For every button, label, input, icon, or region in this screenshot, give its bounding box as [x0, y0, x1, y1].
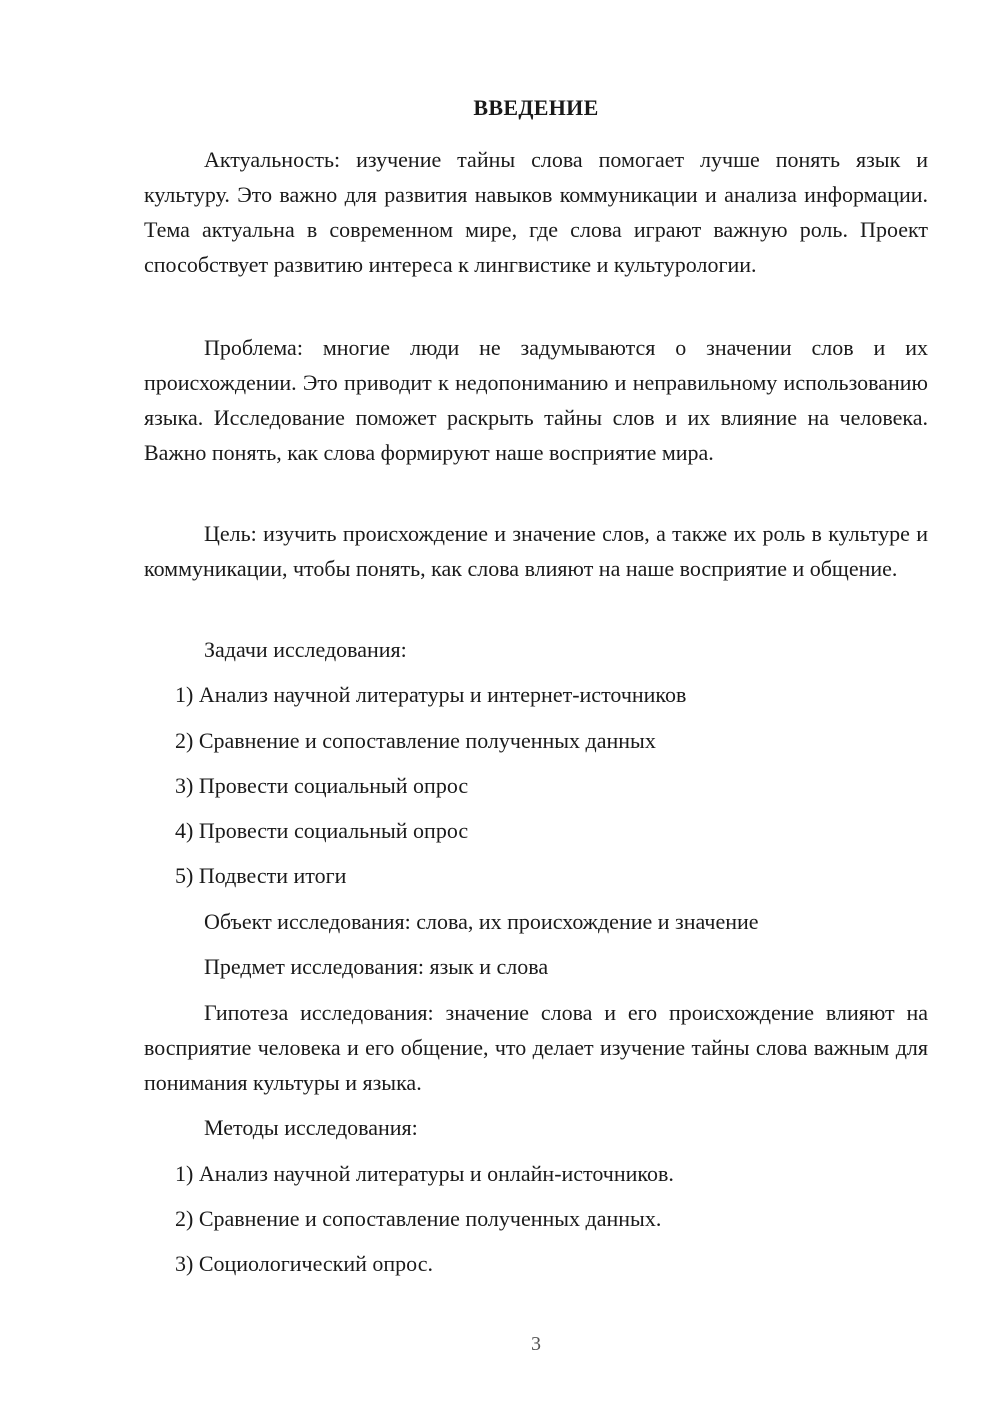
hypothesis-paragraph: [144, 995, 928, 1100]
task-item-text: 4) Провести социальный опрос: [175, 818, 469, 843]
method-item: [144, 1201, 928, 1236]
method-item-text: 1) Анализ научной литературы и онлайн-источников.: [175, 1161, 674, 1186]
tasks-section: [144, 632, 928, 667]
method-item-text: 2) Сравнение и сопоставление полученных данных.: [175, 1206, 662, 1231]
method-item: [144, 1246, 928, 1281]
method-item: [144, 1156, 928, 1191]
task-item: [144, 723, 928, 758]
task-item-text: 3) Провести социальный опрос: [175, 773, 469, 798]
hypothesis-text: Гипотеза исследования: значение слова и его происхождение влияют на восприятие человека и его общение, что делает изучение тайны слова важным для понимания культуры и языка.: [144, 1000, 928, 1095]
problem-text: Проблема: многие люди не задумываются о значении слов и их происхождении. Это приводит к недопониманию и неправильному использованию языка. Исследование поможет раскрыть тайны слов и их влияние на человека. Важно понять, как слова формируют наше восприятие мира.: [144, 335, 928, 465]
methods-section: [144, 1110, 928, 1145]
task-item-text: 1) Анализ научной литературы и интернет-источников: [175, 682, 687, 707]
task-item: [144, 677, 928, 712]
goal-paragraph: [144, 516, 928, 586]
relevance-text: Актуальность: изучение тайны слова помогает лучше понять язык и культуру. Это важно для развития навыков коммуникации и анализа информации. Тема актуальна в современном мире, где слова играют важную роль. Проект способствует развитию интереса к лингвистике и культурологии.: [144, 147, 928, 277]
problem-paragraph: [144, 330, 928, 470]
object-text: Объект исследования: слова, их происхождение и значение: [204, 909, 759, 934]
goal-text: Цель: изучить происхождение и значение слов, а также их роль в культуре и коммуникации, чтобы понять, как слова влияют на наше восприятие и общение.: [144, 521, 928, 581]
task-item-text: 2) Сравнение и сопоставление полученных данных: [175, 728, 656, 753]
page-heading: ВВЕДЕНИЕ: [473, 95, 599, 120]
task-item: [144, 813, 928, 848]
page-number: 3: [531, 1333, 541, 1355]
task-item-text: 5) Подвести итоги: [175, 863, 347, 888]
relevance-paragraph: [144, 142, 928, 282]
object-line: [144, 904, 928, 939]
method-item-text: 3) Социологический опрос.: [175, 1251, 433, 1276]
subject-line: [144, 949, 928, 984]
tasks-title: Задачи исследования:: [204, 637, 407, 662]
subject-text: Предмет исследования: язык и слова: [204, 954, 549, 979]
task-item: [144, 858, 928, 893]
task-item: [144, 768, 928, 803]
methods-title: Методы исследования:: [204, 1115, 418, 1140]
